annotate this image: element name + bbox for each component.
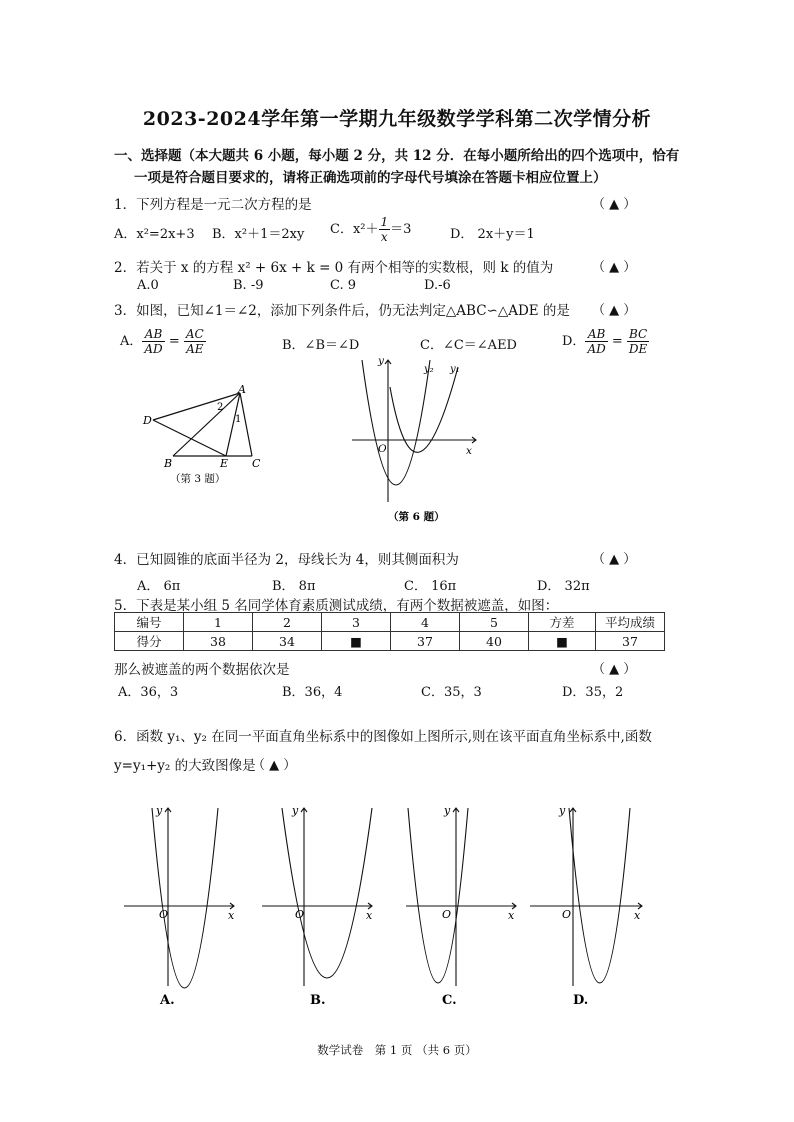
fraction-numerator: AB (142, 327, 164, 342)
q6-graph-c (400, 798, 528, 1020)
q2-option-d: D.-6 (424, 278, 451, 293)
q3-option-d-label: D． (562, 334, 586, 349)
q4-stem: 4．已知圆锥的底面半径为 2，母线长为 4，则其侧面积为 (114, 552, 459, 568)
parabola-b (282, 808, 372, 978)
label-angle-1: 1 (235, 414, 242, 425)
segment-ac (240, 393, 252, 456)
axis-label-x: x (366, 909, 373, 922)
q4-option-d: D． 32π (537, 579, 590, 594)
q2-option-c: C. 9 (330, 278, 357, 293)
q1-option-c-fraction (379, 215, 391, 244)
label-point-a: A (238, 383, 246, 396)
q3-answer-mark: （ ▲ ） (592, 303, 637, 318)
section-heading-line1: 一、选择题（本大题共 6 小题，每小题 2 分，共 12 分．在每小题所给出的四个选项中，恰有 (114, 148, 680, 164)
origin-label: O (442, 908, 452, 921)
axis-label-y: y (559, 804, 566, 817)
table-cell: 平均成绩 (596, 613, 665, 632)
label-point-d: D (143, 414, 152, 427)
option-label-a: A. (160, 993, 175, 1008)
q3-option-a-label: A． (120, 334, 143, 349)
q6-stem-line2: y=y₁+y₂ 的大致图像是 (114, 758, 256, 774)
q3-option-d-left (585, 327, 607, 356)
q6-figure-caption: （第 6 题） (388, 511, 445, 523)
fraction-denominator: x (380, 230, 388, 244)
parabola-c (408, 808, 468, 983)
segment-de (153, 420, 226, 456)
page-title: 2023-2024学年第一学期九年级数学学科第二次学情分析 (142, 108, 652, 130)
q6-answer-mark: （ ▲ ） (252, 758, 297, 773)
q2-stem: 2．若关于 x 的方程 x² + 6x + k = 0 有两个相等的实数根，则 k 的值为 (114, 260, 554, 276)
table-cell: 37 (596, 632, 665, 651)
label-point-e: E (220, 457, 229, 470)
q1-answer-mark: （ ▲ ） (592, 197, 637, 212)
origin-label: O (378, 443, 387, 455)
q6-graph-d (528, 798, 656, 1020)
q4-answer-mark: （ ▲ ） (592, 552, 637, 567)
q5-option-b: B．36，4 (282, 685, 343, 700)
q2-option-a: A.0 (137, 278, 159, 293)
table-cell: 5 (460, 613, 529, 632)
q5-option-c: C．35，3 (421, 685, 482, 700)
q4-option-c: C． 16π (404, 579, 457, 594)
q3-stem: 3．如图，已知∠1＝∠2，添加下列条件后，仍无法判定△ABC∽△ADE 的是 (114, 303, 570, 319)
table-cell: ■ (529, 632, 596, 651)
axis-label-y: y (444, 804, 451, 817)
label-y2: y₂ (424, 364, 434, 375)
q3-option-a: A． $\frac{AB}{AD}$ = $\frac{AC}{AE}$ (120, 327, 204, 356)
fraction-numerator: BC (627, 327, 649, 342)
q5-score-table (114, 612, 665, 651)
label-point-b: B (164, 457, 173, 470)
axis-label-x: x (228, 909, 235, 922)
option-label-c: C. (442, 993, 457, 1008)
option-label-b: B. (310, 993, 326, 1008)
q6-reference-graph (348, 352, 488, 528)
q1-stem: 1．下列方程是一元二次方程的是 (114, 197, 312, 213)
q2-answer-mark: （ ▲ ） (592, 260, 637, 275)
parabola-a (152, 808, 218, 988)
axis-label-x: x (508, 909, 515, 922)
q1-option-a: A．x²=2x+3 (114, 227, 195, 242)
fraction-denominator: AD (144, 342, 163, 356)
table-row (115, 632, 665, 651)
q3-figure-caption: （第 3 题） (170, 473, 226, 485)
origin-label: O (562, 908, 572, 921)
table-cell: 38 (184, 632, 253, 651)
q5-answer-mark: （ ▲ ） (592, 662, 637, 677)
q5-followup: 那么被遮盖的两个数据依次是 (114, 662, 290, 678)
parabola-d (569, 808, 630, 983)
q3-option-c: C．∠C＝∠AED (420, 338, 517, 353)
q4-option-b: B． 8π (272, 579, 316, 594)
q3-option-b: B．∠B＝∠D (282, 338, 360, 353)
axis-label-x: x (634, 909, 641, 922)
label-point-c: C (252, 457, 261, 470)
fraction-denominator: AE (186, 342, 204, 356)
q1-option-c-suffix: ＝3 (390, 222, 412, 237)
q1-option-b: B．x²＋1＝2xy (212, 227, 305, 242)
q1-option-c-prefix: C．x²＋ (330, 222, 379, 237)
q3-triangle-figure (140, 380, 280, 490)
table-cell: 3 (322, 613, 391, 632)
table-cell: 得分 (115, 632, 184, 651)
q3-option-a-right (184, 327, 206, 356)
q5-stem: 5．下表是某小组 5 名同学体育素质测试成绩，有两个数据被遮盖，如图： (114, 598, 559, 614)
table-cell: 1 (184, 613, 253, 632)
fraction-numerator: 1 (380, 215, 389, 229)
q5-option-a: A．36，3 (118, 685, 179, 700)
page-footer: 数学试卷 第 1 页 （共 6 页） (317, 1043, 477, 1057)
segment-ad (153, 393, 240, 420)
table-cell: 37 (391, 632, 460, 651)
q6-graph-a (118, 798, 246, 1020)
q4-option-a: A． 6π (137, 579, 181, 594)
axis-label-y: y (156, 804, 163, 817)
table-cell: ■ (322, 632, 391, 651)
q3-option-d-right (627, 327, 649, 356)
table-cell: 方差 (529, 613, 596, 632)
table-cell: 编号 (115, 613, 184, 632)
fraction-denominator: DE (628, 342, 648, 356)
q2-option-b: B. -9 (233, 278, 264, 293)
axis-label-x: x (466, 445, 472, 457)
option-label-d: D. (573, 993, 589, 1008)
q6-stem-line1: 6．函数 y₁、y₂ 在同一平面直角坐标系中的图像如上图所示,则在该平面直角坐标系中,函数 (114, 729, 652, 745)
curve-y2 (362, 360, 430, 485)
axis-label-y: y (378, 355, 384, 367)
fraction-denominator: AD (587, 342, 606, 356)
table-cell: 2 (253, 613, 322, 632)
origin-label: O (159, 908, 169, 921)
label-angle-2: 2 (217, 402, 224, 413)
q3-option-a-left (142, 327, 164, 356)
origin-label: O (295, 908, 305, 921)
table-cell: 4 (391, 613, 460, 632)
table-cell: 34 (253, 632, 322, 651)
q6-graph-b (256, 798, 384, 1020)
axis-label-y: y (292, 804, 299, 817)
label-y1: y₁ (450, 364, 460, 375)
q5-option-d: D．35，2 (562, 685, 624, 700)
q1-option-c (330, 215, 411, 244)
section-heading-line2: 一项是符合题目要求的，请将正确选项前的字母代号填涂在答题卡相应位置上） (134, 170, 607, 186)
table-cell: 40 (460, 632, 529, 651)
q1-option-d: D． 2x＋y＝1 (450, 227, 535, 242)
table-header-row (115, 613, 665, 632)
q3-option-d: D． $\frac{AB}{AD}$ = $\frac{BC}{DE}$ (562, 327, 648, 356)
fraction-numerator: AB (585, 327, 607, 342)
fraction-numerator: AC (185, 327, 204, 341)
